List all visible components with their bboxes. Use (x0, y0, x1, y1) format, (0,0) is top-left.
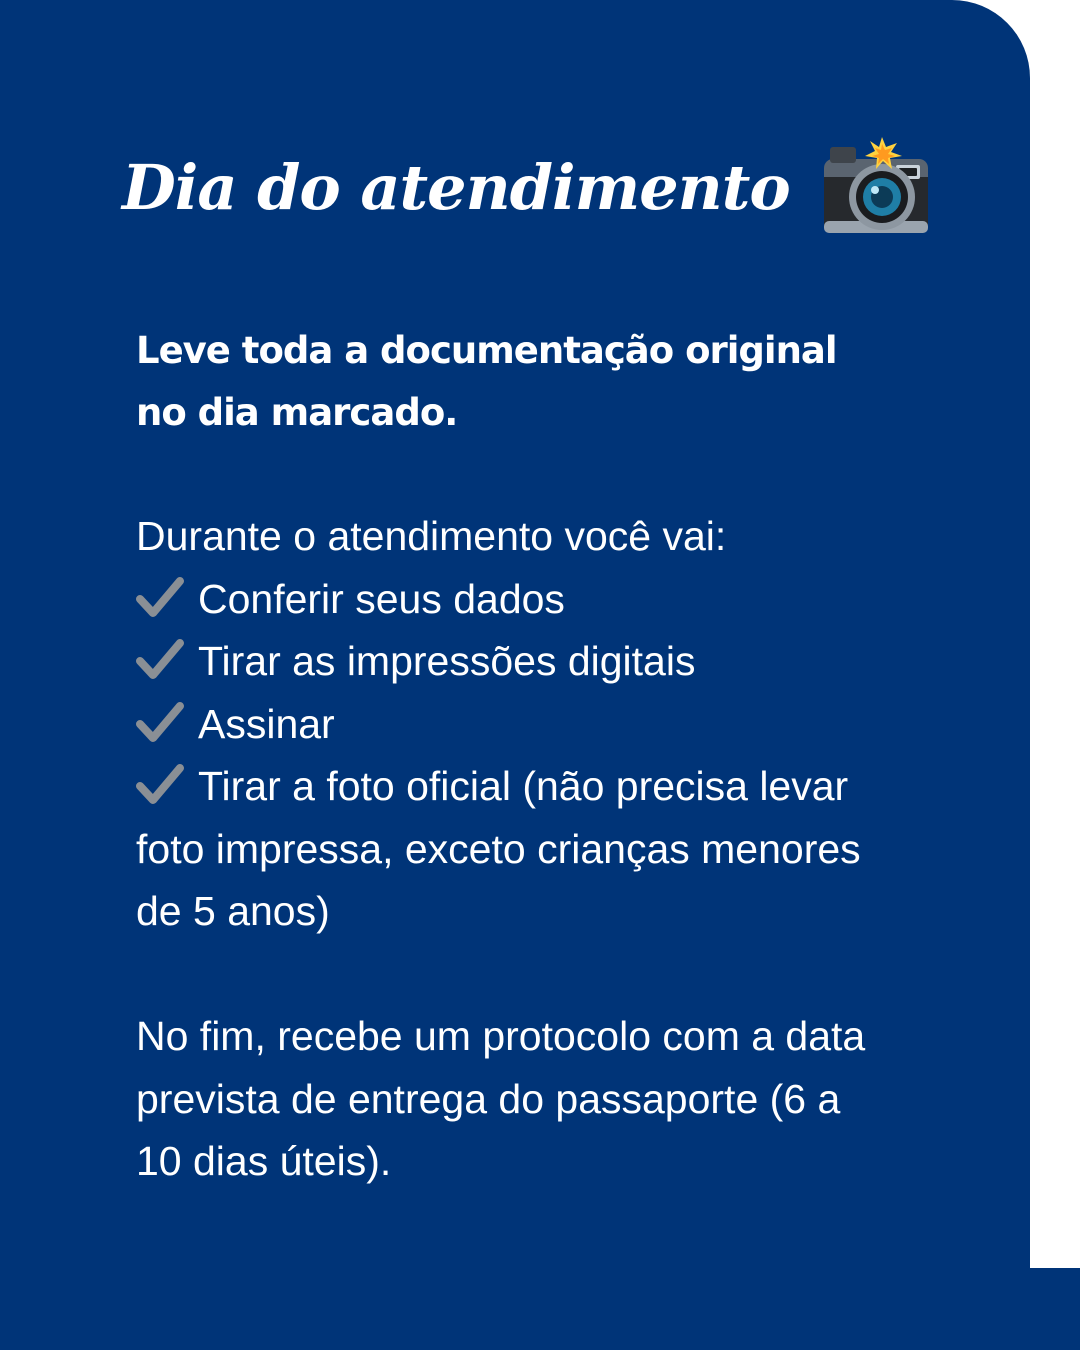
list-item (136, 755, 1006, 818)
steps-intro: Durante o atendimento você vai: (136, 513, 727, 559)
list-item-text: Assinar (198, 700, 335, 747)
closing-line-1: No fim, recebe um protocolo com a data (136, 1013, 866, 1059)
list-item-text: Tirar a foto oficial (não precisa levar (198, 763, 849, 809)
page-title: Dia do atendimento (122, 150, 790, 224)
list-item (136, 568, 1006, 631)
closing-line-3: 10 dias úteis). (136, 1138, 392, 1184)
list-item-continuation: foto impressa, exceto crianças menores (136, 825, 861, 872)
closing-line-2: prevista de entrega do passaporte (6 a (136, 1075, 841, 1122)
lead-line-1: Leve toda a documentação original (136, 329, 837, 372)
bottom-strip (0, 1268, 1080, 1350)
check-mark-icon (136, 762, 184, 806)
list-item-continuation: de 5 anos) (136, 888, 330, 934)
list-item-text: Tirar as impressões digitais (198, 638, 696, 684)
check-mark-icon (136, 575, 184, 619)
lead-text (136, 320, 996, 444)
lead-line-2: no dia marcado. (136, 391, 458, 434)
list-item (136, 630, 1006, 693)
check-mark-icon (136, 637, 184, 681)
check-mark-icon (136, 700, 184, 744)
title-row (122, 132, 932, 242)
list-item (136, 693, 1006, 756)
steps-block (136, 505, 1006, 943)
closing-text (136, 1005, 1016, 1193)
camera-with-flash-icon (824, 137, 932, 237)
list-item-text: Conferir seus dados (198, 575, 565, 622)
